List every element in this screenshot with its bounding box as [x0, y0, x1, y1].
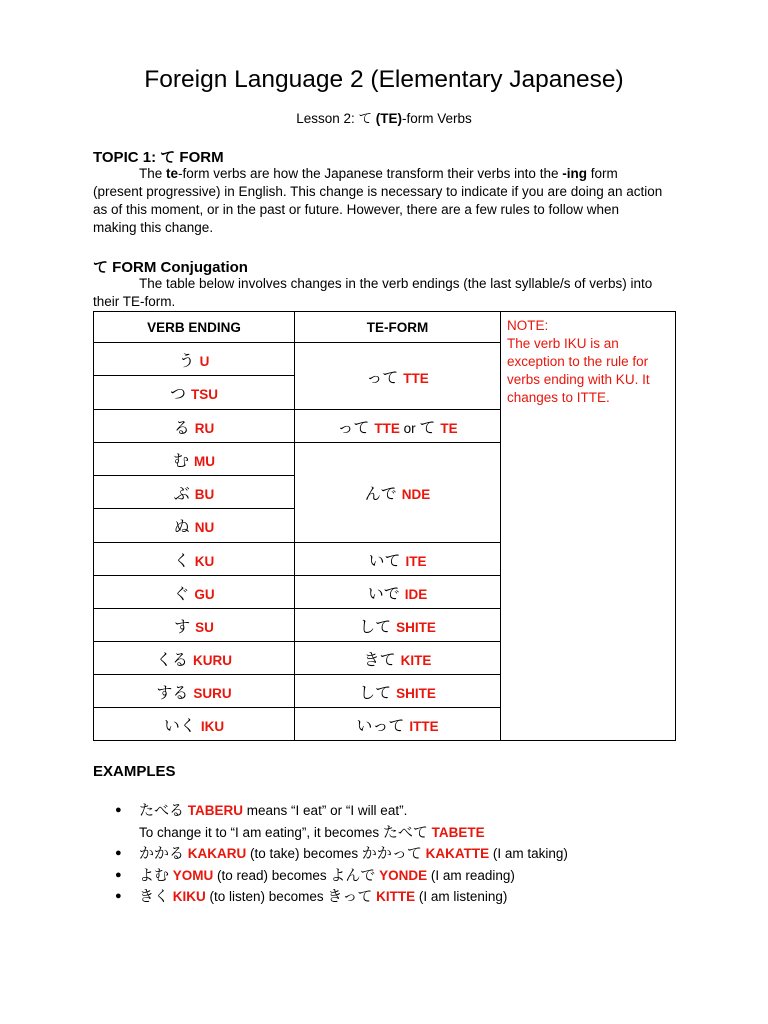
note-cell — [501, 312, 676, 741]
form-cell — [295, 609, 501, 642]
ending-jp: いく — [163, 715, 196, 735]
ending-cell — [94, 376, 295, 410]
example-romaji-result: TABETE — [431, 824, 485, 840]
form-cell — [295, 410, 501, 443]
conjugation-table — [93, 311, 676, 741]
example-text-end: (I am listening) — [415, 889, 508, 904]
example-text-end: (I am reading) — [427, 867, 515, 883]
ending-cell — [94, 675, 295, 708]
ending-romaji: RU — [194, 420, 215, 436]
ending-romaji: U — [199, 353, 210, 369]
form-romaji: TTE — [374, 420, 400, 436]
form-cell — [295, 642, 501, 675]
header-te-form: TE-FORM — [295, 312, 501, 343]
example-jp-result: かかって — [361, 844, 422, 862]
topic1-intro — [93, 165, 665, 237]
examples-list — [115, 800, 675, 908]
example-romaji-result: YONDE — [379, 867, 428, 883]
header-verb-ending: VERB ENDING — [94, 312, 295, 343]
bullet-icon: ● — [115, 868, 122, 881]
example-jp: きく — [139, 887, 170, 905]
form-jp: んで — [364, 484, 397, 503]
example-jp-result: よんで — [330, 865, 376, 884]
ending-jp: む — [172, 450, 189, 470]
list-item — [115, 800, 675, 843]
ending-jp: くる — [155, 649, 188, 669]
ending-romaji: GU — [194, 586, 215, 602]
ending-romaji: SU — [195, 619, 214, 635]
example-text: means “I eat” or “I will eat”. — [243, 803, 408, 818]
form-jp: いて — [368, 550, 401, 570]
list-item — [115, 886, 675, 908]
form-jp: して — [359, 682, 392, 702]
list-item — [115, 865, 675, 887]
form-jp: って — [366, 367, 399, 387]
conjugation-heading: て FORM Conjugation — [93, 259, 248, 276]
ending-jp: す — [174, 616, 191, 636]
note-label: NOTE: — [507, 318, 549, 333]
ending-romaji: KURU — [193, 652, 232, 668]
form-romaji: SHITE — [396, 619, 436, 635]
ending-romaji: SURU — [193, 685, 232, 701]
intro-b1: te — [166, 166, 179, 181]
ending-jp: る — [173, 417, 190, 437]
intro-b2: -ing — [562, 166, 587, 181]
ending-romaji: KU — [194, 553, 215, 569]
form-cell — [295, 576, 501, 609]
note-text: The verb IKU is an exception to the rule for verbs ending with KU. It changes to ITTE. — [507, 336, 650, 405]
form-romaji: KITE — [400, 652, 432, 668]
ending-cell — [94, 576, 295, 609]
bullet-icon: ● — [115, 890, 122, 902]
example-romaji: TABERU — [187, 803, 244, 818]
ending-cell — [94, 443, 295, 476]
intro-p3: form (present progressive) in English. This change is necessary to indicate if you are doing an action as of this moment, or in the past or future. However, there are a few rules to follow when making this change. — [93, 166, 663, 235]
intro-p1: The — [139, 166, 167, 181]
ending-jp: する — [156, 682, 189, 702]
ending-cell — [94, 708, 295, 741]
ending-romaji: TSU — [191, 387, 218, 402]
example-romaji-result: KAKATTE — [425, 846, 490, 861]
conjugation-intro: The table below involves changes in the verb endings (the last syllable/s of verbs) into their TE-form. — [93, 276, 653, 309]
ending-romaji: IKU — [200, 718, 225, 734]
example-text: (to take) becomes — [246, 846, 362, 861]
form-romaji: ITE — [405, 553, 427, 569]
lesson-jp: て — [358, 111, 372, 127]
examples-heading: EXAMPLES — [93, 763, 176, 780]
ending-cell — [94, 642, 295, 675]
document-title: Foreign Language 2 (Elementary Japanese) — [144, 66, 624, 93]
form-cell — [295, 708, 501, 741]
ending-jp: ぬ — [173, 517, 190, 536]
form-romaji: ITTE — [409, 718, 439, 734]
form-jp: きて — [363, 649, 396, 669]
ending-jp: つ — [169, 384, 186, 403]
lesson-suffix: -form Verbs — [402, 111, 472, 126]
ending-cell — [94, 543, 295, 576]
ending-cell — [94, 410, 295, 443]
form-romaji: IDE — [404, 586, 428, 602]
list-item — [115, 843, 675, 865]
lesson-prefix: Lesson 2: — [296, 111, 359, 126]
lesson-subtitle — [0, 107, 768, 127]
ending-jp: く — [173, 550, 190, 570]
example-romaji-result: KITTE — [376, 889, 416, 904]
example-text-line2: To change it to “I am eating”, it becomes — [139, 824, 383, 840]
example-jp-result: たべて — [382, 822, 428, 841]
example-jp: かかる — [139, 844, 185, 862]
form-romaji: SHITE — [396, 685, 436, 701]
bullet-icon: ● — [115, 804, 122, 816]
example-romaji: KIKU — [172, 889, 206, 904]
example-jp-result: きって — [327, 887, 373, 905]
example-text: (to listen) becomes — [205, 889, 328, 904]
example-romaji: KAKARU — [187, 846, 247, 861]
form-or: or — [403, 420, 416, 436]
form-cell — [295, 443, 501, 543]
form-cell — [295, 343, 501, 410]
example-text: (to read) becomes — [213, 867, 331, 883]
form-romaji: NDE — [401, 487, 431, 502]
ending-romaji: BU — [194, 486, 215, 502]
ending-jp: ぶ — [173, 483, 190, 503]
ending-cell — [94, 509, 295, 543]
ending-cell — [94, 343, 295, 376]
lesson-bold: (TE) — [372, 111, 402, 126]
form-cell — [295, 543, 501, 576]
form-jp: いって — [356, 715, 405, 735]
intro-p2: -form verbs are how the Japanese transform their verbs into the — [178, 166, 563, 181]
ending-jp: ぐ — [173, 583, 190, 603]
form-jp-alt: て — [419, 417, 436, 437]
example-jp: よむ — [139, 865, 170, 884]
ending-cell — [94, 476, 295, 509]
form-cell — [295, 675, 501, 708]
topic1-heading: TOPIC 1: て FORM — [93, 149, 224, 166]
ending-jp: う — [178, 350, 195, 370]
form-jp: って — [337, 417, 370, 437]
form-romaji-alt: TE — [440, 420, 458, 436]
ending-romaji: NU — [194, 520, 215, 535]
form-jp: いで — [367, 583, 400, 603]
example-romaji: YOMU — [172, 867, 214, 883]
form-romaji: TTE — [403, 370, 429, 386]
ending-cell — [94, 609, 295, 642]
form-jp: して — [359, 616, 392, 636]
bullet-icon: ● — [115, 847, 122, 859]
example-jp: たべる — [139, 801, 185, 819]
example-text-end: (I am taking) — [489, 846, 568, 861]
ending-romaji: MU — [194, 453, 215, 469]
